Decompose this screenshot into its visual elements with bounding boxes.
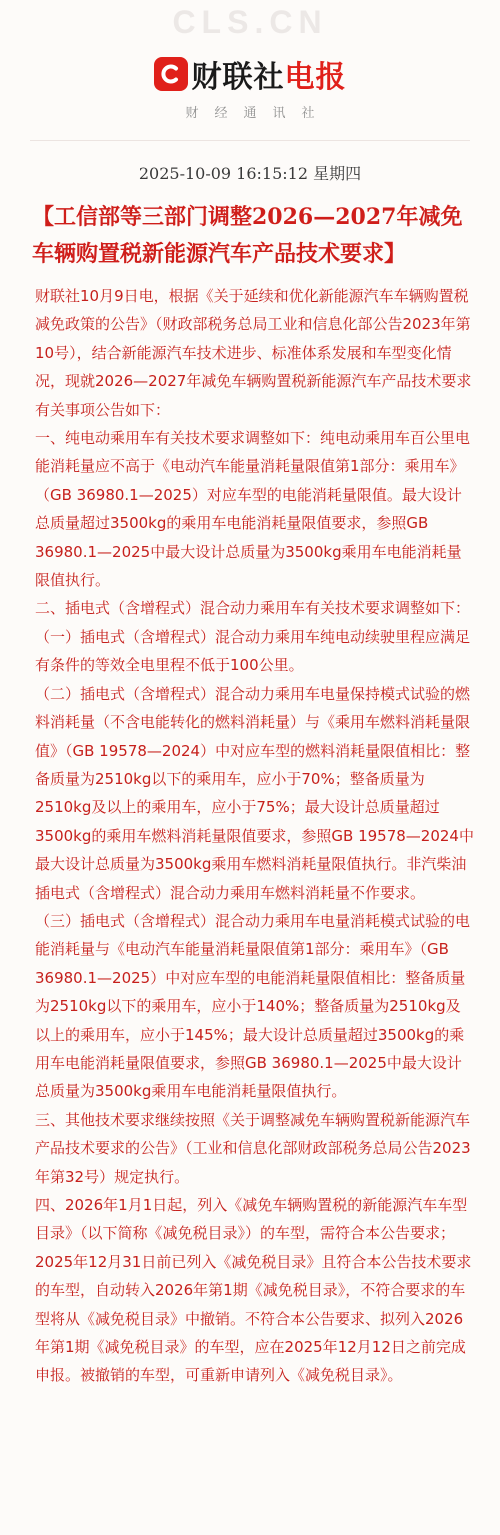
- paragraph-section-2-item-2: （二）插电式（含增程式）混合动力乘用车电量保持模式试验的燃料消耗量（不含电能转化的燃料消耗量）与《乘用车燃料消耗量限值》（GB 19578—2024）中对应车型的燃料消耗量限值相比：整备质量为2510kg以下的乘用车，应小于70%；整备质量为2510kg及以上的乘用车，应小于75%；最大设计总质量超过3500kg的乘用车燃料消耗量限值要求，参照GB 19578—2024中最大设计总质量为3500kg乘用车燃料消耗量限值执行。非汽柴油插电式（含增程式）混合动力乘用车燃料消耗量不作要求。: [35, 684, 474, 902]
- logo-text: [192, 52, 347, 96]
- logo-name-red: 电报: [284, 60, 347, 95]
- paragraph-section-1: 一、纯电动乘用车有关技术要求调整如下：纯电动乘用车百公里电能消耗量应不高于《电动汽车能量消耗量限值第1部分：乘用车》（GB 36980.1—2025）对应车型的电能消耗量限值。最大设计总质量超过3500kg的乘用车电能消耗量限值要求，参照GB 36980.1—2025中最大设计总质量为3500kg乘用车电能消耗量限值执行。: [35, 429, 471, 590]
- paragraph-section-2-item-3: （三）插电式（含增程式）混合动力乘用车电量消耗模式试验的电能消耗量与《电动汽车能量消耗量限值第1部分：乘用车》（GB 36980.1—2025）中对应车型的电能消耗量限值相比：整备质量为2510kg以下的乘用车，应小于140%；整备质量为2510kg及以上的乘用车，应小于145%；最大设计总质量超过3500kg的乘用车电能消耗量限值要求，参照GB 36980.1—2025中最大设计总质量为3500kg乘用车电能消耗量限值执行。: [35, 911, 471, 1101]
- paragraph-section-3: 三、其他技术要求继续按照《关于调整减免车辆购置税新能源汽车产品技术要求的公告》（工业和信息化部财政部税务总局公告2023年第32号）规定执行。: [35, 1110, 471, 1186]
- logo-name-black: 财联社: [191, 60, 285, 95]
- logo: [0, 52, 500, 96]
- c-logo-icon: [160, 63, 182, 85]
- article-body: [35, 282, 475, 1390]
- subtitle: 财经通讯社: [185, 106, 331, 121]
- logo-badge-icon: [154, 57, 188, 91]
- paragraph-section-2-item-1: （一）插电式（含增程式）混合动力乘用车纯电动续驶里程应满足有条件的等效全电里程不低于100公里。: [35, 627, 471, 675]
- watermark: CLS.CN: [172, 4, 328, 40]
- publish-datetime: 2025-10-09 16:15:12 星期四: [138, 164, 362, 183]
- paragraph-intro: 财联社10月9日电，根据《关于延续和优化新能源汽车车辆购置税减免政策的公告》（财政部税务总局工业和信息化部公告2023年第10号），结合新能源汽车技术进步、标准体系发展和车型变化情况，现就2026—2027年减免车辆购置税新能源汽车产品技术要求有关事项公告如下：: [35, 287, 472, 419]
- header-divider: [30, 140, 470, 141]
- paragraph-section-2: 二、插电式（含增程式）混合动力乘用车有关技术要求调整如下：: [35, 599, 471, 618]
- paragraph-section-4: 四、2026年1月1日起，列入《减免车辆购置税的新能源汽车车型目录》（以下简称《减免税目录》）的车型，需符合本公告要求；2025年12月31日前已列入《减免税目录》且符合本公告技术要求的车型，自动转入2026年第1期《减免税目录》，不符合要求的车型将从《减免税目录》中撤销。不符合本公告要求、拟列入2026年第1期《减免税目录》的车型，应在2025年12月12日之前完成申报。被撤销的车型，可重新申请列入《减免税目录》。: [35, 1196, 472, 1385]
- article-headline: 【工信部等三部门调整2026—2027年减免车辆购置税新能源汽车产品技术要求】: [32, 204, 463, 267]
